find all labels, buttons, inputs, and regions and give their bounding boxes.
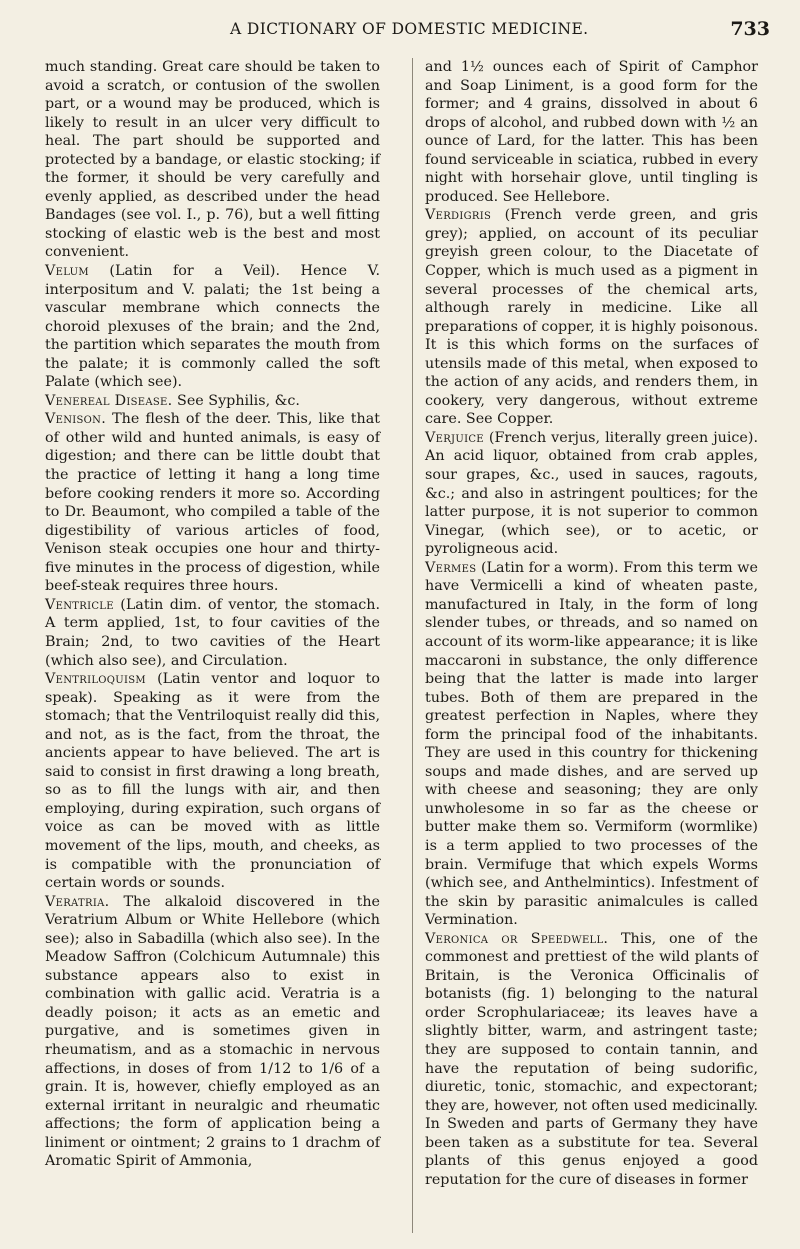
entry-veronica	[425, 930, 758, 1190]
paragraph-text: and 1½ ounces each of Spirit of Camphor and Soap Liniment, is a good form for the former; and 4 grains, dissolved in about 6 drops of alcohol, and rubbed down with ½ an ounce of Lard, for the latter. This has been found serviceable in sciatica, rubbed in every night with horsehair glove, until tingling is produced. See Hellebore.	[425, 59, 758, 205]
entry-text: (French verjus, literally green juice). An acid liquor, obtained from crab apples, sour grapes, &c., used in sauces, ragouts, &c.; and also in astringent poultices; for the latter purpose, it is not superior to common Vinegar, (which see), or to acetic, or pyroligneous acid.	[425, 429, 758, 558]
entry-text: (Latin dim. of ventor, the stomach. A term applied, 1st, to four cavities of the Brain; 2nd, to two cavities of the Heart (which also see), and Circulation.	[45, 596, 380, 669]
entry-text: (French verde green, and gris grey); applied, on account of its peculiar greyish green colour, to the Diacetate of Copper, which is much used as a pigment in several processes of the chemical arts, although rarely in medicine. Like all preparations of copper, it is highly poisonous. It is this which forms on the surfaces of utensils made of this metal, when exposed to the action of any acids, and renders them, in cookery, very dangerous, without extreme care. See Copper.	[425, 207, 758, 428]
entry-venereal-disease	[45, 392, 380, 411]
page-header	[50, 18, 770, 42]
headword: Veratria.	[45, 893, 110, 910]
headword: Verdigris	[425, 207, 492, 224]
headword: Verjuice	[425, 429, 484, 446]
headword: Velum	[45, 263, 89, 280]
continuation-paragraph	[425, 58, 758, 206]
headword: Venison.	[45, 411, 107, 428]
paragraph-text: much standing. Great care should be taken to avoid a scratch, or contusion of the swollen part, or a wound may be produced, which is likely to result in an ulcer very difficult to heal. The part should be supported and protected by a bandage, or elastic stocking; if the former, it should be very carefully and evenly applied, as described under the head Bandages (see vol. I., p. 76), but a well fitting stocking of elastic web is the best and most convenient.	[45, 59, 380, 261]
column-divider	[412, 58, 413, 1233]
entry-verjuice	[425, 429, 758, 559]
entry-velum	[45, 262, 380, 392]
entry-text: (Latin ventor and loquor to speak). Speaking as it were from the stomach; that the Ventriloquist really did this, and not, as is the fact, from the throat, the ancients appear to have believed. The art is said to consist in first drawing a long breath, so as to fill the lungs with air, and then employing, during expiration, such organs of voice as can be moved with as little movement of the lips, mouth, and cheeks, as is compatible with the pronunciation of certain words or sounds.	[45, 671, 380, 892]
headword: Veronica or Speedwell.	[425, 930, 609, 947]
headword: Venereal Disease.	[45, 392, 173, 409]
entry-veratria	[45, 893, 380, 1171]
entry-ventriloquism	[45, 670, 380, 893]
headword: Vermes	[425, 559, 477, 576]
page-number: 733	[730, 18, 770, 40]
headword: Ventricle	[45, 596, 114, 613]
headword: Ventriloquism	[45, 671, 146, 688]
entry-text: (Latin for a worm). From this term we have Vermicelli a kind of wheaten paste, manufactured in Italy, in the form of long slender tubes, or threads, and so named on account of its worm-like appearance; it is like maccaroni in substance, the only difference being that the latter is made into larger tubes. Both of them are prepared in the greatest perfection in Naples, where they form the principal food of the inhabitants. They are used in this country for thickening soups and made dishes, and are served up with cheese and seasoning; they are only unwholesome in so far as the cheese or butter make them so. Vermiform (wormlike) is a term applied to two processes of the brain. Vermifuge that which expels Worms (which see, and Anthelmintics). Infestment of the skin by parasitic animalcules is called Vermination.	[425, 559, 758, 929]
entry-text: See Syphilis, &c.	[172, 392, 300, 409]
entry-venison	[45, 410, 380, 595]
entry-vermes	[425, 559, 758, 930]
entry-text: The alkaloid discovered in the Veratrium Album or White Hellebore (which see); also in Sabadilla (which also see). In the Meadow Saffron (Colchicum Autumnale) this substance appears also to exist in combination with gallic acid. Veratria is a deadly poison; it acts as an emetic and purgative, and is sometimes given in rheumatism, and as a stomachic in nervous affections, in doses of from 1/12 to 1/6 of a grain. It is, however, chiefly employed as an external irritant in neuralgic and rheumatic affections; the form of application being a liniment or ointment; 2 grains to 1 drachm of Aromatic Spirit of Ammonia,	[45, 893, 380, 1170]
entry-text: This, one of the commonest and prettiest of the wild plants of Britain, is the Veronica Officinalis of botanists (fig. 1) belonging to the natural order Scrophulariaceæ; its leaves have a slightly bitter, warm, and astringent taste; they are supposed to contain tannin, and have the reputation of being sudorific, diuretic, tonic, stomachic, and expectorant; they are, however, not often used medicinally. In Sweden and parts of Germany they have been taken as a substitute for tea. Several plants of this genus enjoyed a good reputation for the cure of diseases in former	[425, 930, 759, 1188]
entry-ventricle	[45, 596, 380, 670]
entry-verdigris	[425, 206, 758, 429]
left-column	[45, 58, 380, 1171]
right-column	[425, 58, 758, 1189]
entry-text: The flesh of the deer. This, like that of other wild and hunted animals, is easy of digestion; and there can be little doubt that the practice of letting it hang a long time before cooking renders it more so. According to Dr. Beaumont, who compiled a table of the digestibility of various articles of food, Venison steak occupies one hour and thirty-five minutes in the process of digestion, while beef-steak requires three hours.	[45, 411, 380, 595]
running-title: A DICTIONARY OF DOMESTIC MEDICINE.	[230, 20, 589, 38]
entry-text: (Latin for a Veil). Hence V. interpositum and V. palati; the 1st being a vascular membrane which connects the choroid plexuses of the brain; and the 2nd, the partition which separates the mouth from the palate; it is commonly called the soft Palate (which see).	[45, 263, 380, 391]
continuation-paragraph	[45, 58, 380, 262]
